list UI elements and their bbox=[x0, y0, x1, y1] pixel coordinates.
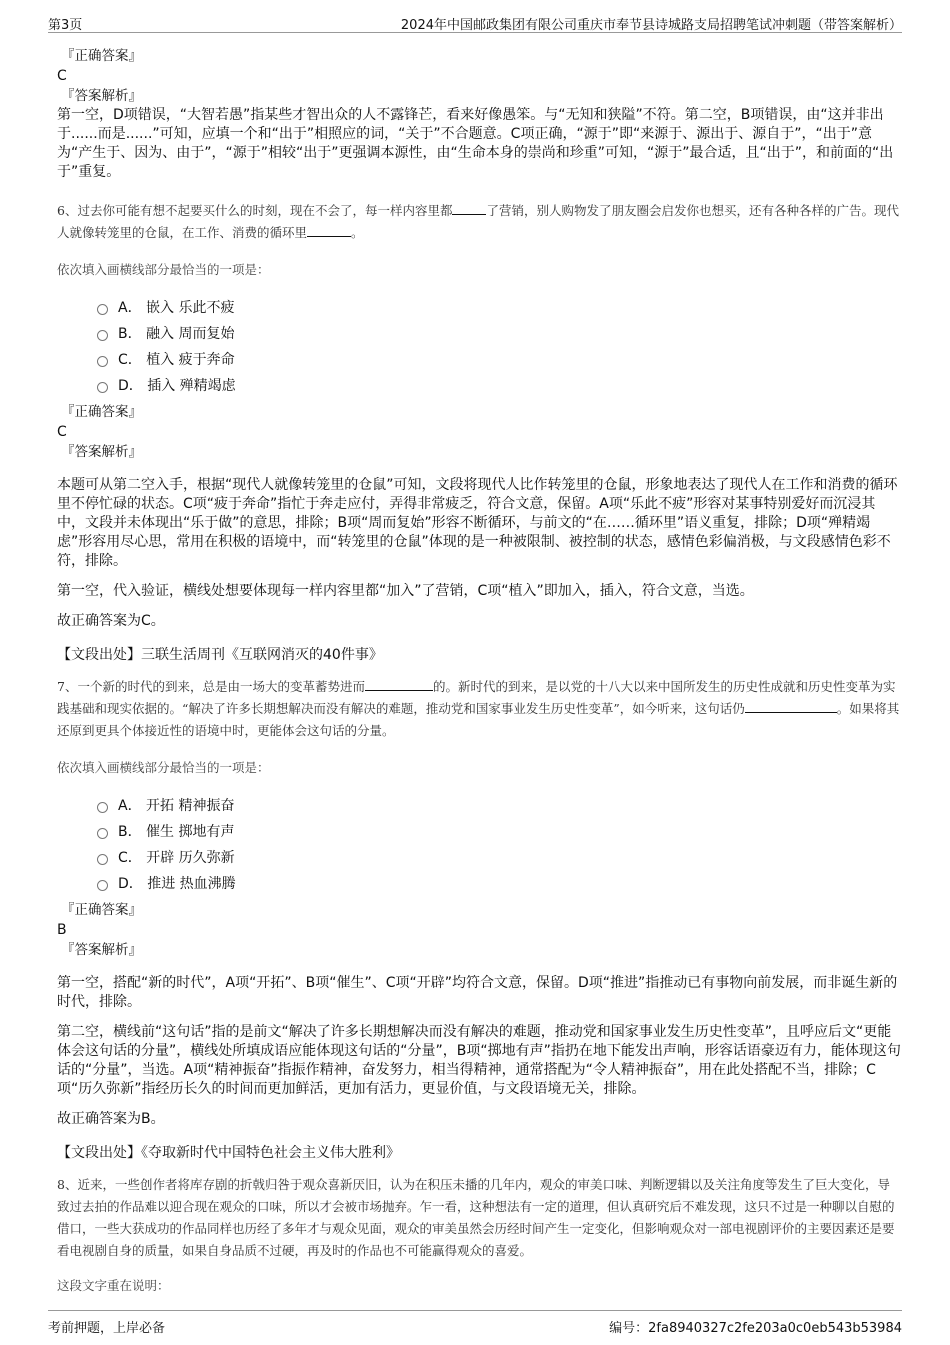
options-list bbox=[57, 792, 902, 896]
correct-answer-value: B bbox=[57, 922, 67, 938]
footer-slogan: 考前押题，上岸必备 bbox=[48, 1321, 166, 1336]
radio-button-icon[interactable] bbox=[97, 828, 108, 839]
option-b[interactable]: B． 融入 周而复始 bbox=[97, 320, 902, 346]
option-a[interactable]: A． 嵌入 乐此不疲 bbox=[97, 294, 902, 320]
radio-button-icon[interactable] bbox=[97, 880, 108, 891]
analysis-label: 『答案解析』 bbox=[61, 444, 142, 460]
fill-blank bbox=[307, 224, 351, 237]
analysis-text: 本题可从第二空入手，根据“现代人就像转笼里的仓鼠”可知，文段将现代人比作转笼里的仓鼠，形象地表达了现代人在工作和消费的循环里不停忙碌的状态。C项“疲于奔命”指忙于奔走应付，弄得非常疲乏，符合文意，保留。A项“乐此不疲”形容对某事特别爱好而沉浸其中，文段并未体现出“乐于做”的意思，排除；B项“周而复始”形容不断循环，与前文的“在……循环里”语义重复，排除；D项“殚精竭虑”形容用尽心思，常用在积极的语境中，而“转笼里的仓鼠”体现的是一种被限制、被控制的状态，感情色彩偏消极，与文段感情色彩不符，排除。 bbox=[57, 477, 898, 569]
question-prompt: 这段文字重在说明： bbox=[57, 1278, 170, 1293]
radio-button-icon[interactable] bbox=[97, 330, 108, 341]
analysis-text: 第一空，搭配“新的时代”，A项“开拓”、B项“催生”、C项“开辟”均符合文意，保留。D项“推进”指推动已有事物向前发展，而非诞生新的时代，排除。 bbox=[57, 975, 898, 1010]
option-a[interactable]: A． 开拓 精神振奋 bbox=[97, 792, 902, 818]
option-c[interactable]: C． 植入 疲于奔命 bbox=[97, 346, 902, 372]
options-list bbox=[57, 294, 902, 398]
question-6-text: 6、过去你可能有想不起要买什么的时刻，现在不会了，每一样内容里都 了营销，别人购物发了朋友圈会启发你也想买，还有各种各样的广告。现代人就像转笼里的仓鼠，在工作、消费的循环里 。 bbox=[57, 203, 899, 240]
question-7-text: 7、一个新的时代的到来，总是由一场大的变革蓄势进而 的。新时代的到来，是以党的十八大以来中国所发生的历史性成就和历史性变革为实践基础和现实依据的。“解决了许多长期想解决而没有解决的难题，推动党和国家事业发生历史性变革”，如今听来，这句话仍 。如果将其还原到更具个体接近性的语境中时，更能体会这句话的分量。 bbox=[57, 679, 900, 738]
correct-answer-value: C bbox=[57, 424, 67, 440]
analysis-text: 第一空，D项错误，“大智若愚”指某些才智出众的人不露锋芒，看来好像愚笨。与“无知和狭隘”不符。第二空，B项错误，由“这并非出于......而是......”可知，应填一个和“出于”相照应的词，“关于”不合题意。C项正确，“源于”即“来源于、源出于、源自于”，“出于”意为“产生于、因为、由于”，“源于”相较“出于”更强调本源性，由“生命本身的崇尚和珍重”可知，“源于”最合适，且“出于”，和前面的“出于”重复。 bbox=[57, 107, 894, 180]
fill-blank bbox=[452, 202, 486, 215]
analysis-text: 第二空，横线前“这句话”指的是前文“解决了许多长期想解决而没有解决的难题，推动党和国家事业发生历史性变革”，且呼应后文“更能体会这句话的分量”，横线处所填成语应能体现这句话的“分量”，B项“掷地有声”指扔在地下能发出声响，形容话语豪迈有力，能体现这句话的“分量”，当选。A项“精神振奋”指振作精神，奋发努力，相当得精神，通常搭配为“令人精神振奋”，用在此处搭配不当，排除；C项“历久弥新”指经历长久的时间而更加鲜活，更加有活力，更显价值，与文段语境无关，排除。 bbox=[57, 1024, 901, 1097]
correct-answer-value: C bbox=[57, 68, 67, 84]
analysis-text: 故正确答案为C。 bbox=[57, 613, 165, 629]
option-d[interactable]: D． 插入 殚精竭虑 bbox=[97, 372, 902, 398]
radio-button-icon[interactable] bbox=[97, 382, 108, 393]
radio-button-icon[interactable] bbox=[97, 854, 108, 865]
source-citation: 【文段出处】三联生活周刊《互联网消灭的40件事》 bbox=[57, 647, 383, 663]
question-prompt: 依次填入画横线部分最恰当的一项是： bbox=[57, 262, 270, 277]
analysis-label: 『答案解析』 bbox=[61, 88, 142, 104]
option-b[interactable]: B． 催生 掷地有声 bbox=[97, 818, 902, 844]
document-title: 2024年中国邮政集团有限公司重庆市奉节县诗城路支局招聘笔试冲刺题（带答案解析） bbox=[400, 18, 902, 33]
fill-blank bbox=[745, 700, 837, 713]
option-c[interactable]: C． 开辟 历久弥新 bbox=[97, 844, 902, 870]
correct-answer-label: 『正确答案』 bbox=[61, 48, 142, 64]
question-prompt: 依次填入画横线部分最恰当的一项是： bbox=[57, 760, 270, 775]
fill-blank bbox=[365, 678, 433, 691]
analysis-text: 故正确答案为B。 bbox=[57, 1111, 165, 1127]
source-citation: 【文段出处】《夺取新时代中国特色社会主义伟大胜利》 bbox=[57, 1145, 400, 1161]
document-id: 编号：2fa8940327c2fe203a0c0eb543b53984 bbox=[609, 1321, 902, 1336]
analysis-text: 第一空，代入验证，横线处想要体现每一样内容里都“加入”了营销，C项“植入”即加入，插入，符合文意，当选。 bbox=[57, 583, 754, 599]
page-header bbox=[48, 8, 902, 33]
radio-button-icon[interactable] bbox=[97, 802, 108, 813]
document-body bbox=[57, 46, 902, 1294]
page-number: 第3页 bbox=[48, 18, 83, 33]
radio-button-icon[interactable] bbox=[97, 356, 108, 367]
question-8-text: 8、近来，一些创作者将库存剧的折戟归咎于观众喜新厌旧，认为在积压未播的几年内，观众的审美口味、判断逻辑以及关注角度等发生了巨大变化，导致过去拍的作品难以迎合现在观众的口味，所以才会被市场抛弃。乍一看，这种想法有一定的道理，但认真研究后不难发现，这只不过是一种聊以自慰的借口，一些大获成功的作品同样也历经了多年才与观众见面，观众的审美虽然会历经时间产生一定变化，但影响观众对一部电视剧评价的主要因素还是要看电视剧自身的质量，如果自身品质不过硬，再及时的作品也不可能赢得观众的喜爱。 bbox=[57, 1177, 895, 1258]
radio-button-icon[interactable] bbox=[97, 304, 108, 315]
correct-answer-label: 『正确答案』 bbox=[61, 404, 142, 420]
page-footer bbox=[48, 1310, 902, 1335]
analysis-label: 『答案解析』 bbox=[61, 942, 142, 958]
correct-answer-label: 『正确答案』 bbox=[61, 902, 142, 918]
option-d[interactable]: D． 推进 热血沸腾 bbox=[97, 870, 902, 896]
